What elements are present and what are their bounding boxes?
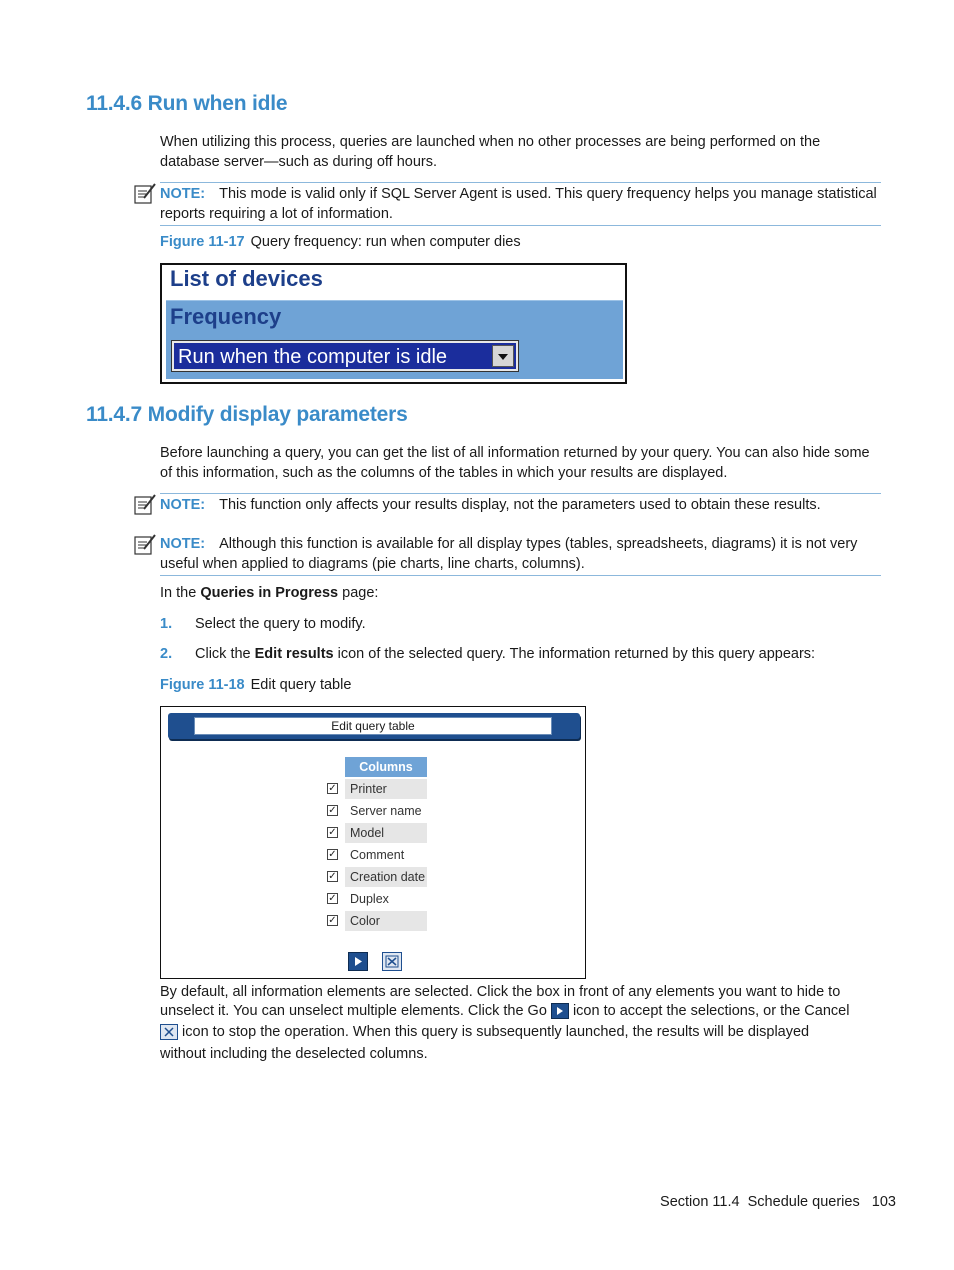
column-name: Duplex	[350, 892, 389, 906]
note-text: This function only affects your results display, not the parameters used to obtain these results.	[219, 497, 821, 513]
frequency-select-value: Run when the computer is idle	[178, 346, 448, 368]
after-figure-text-line1: By default, all information elements are selected. Click the box in front of any elements you want to hide to	[160, 984, 841, 1000]
figure-caption-text: Query frequency: run when computer dies	[250, 234, 521, 250]
line3-text: icon to stop the operation. When this query is subsequently launched, the results will be displayed	[182, 1024, 810, 1040]
note-diagrams	[160, 533, 881, 576]
column-row	[327, 867, 427, 887]
after-figure-text-line3	[160, 1022, 809, 1042]
frequency-select[interactable]	[172, 341, 518, 371]
go-icon	[551, 1003, 569, 1019]
note-label: NOTE:	[160, 536, 206, 552]
column-row	[327, 779, 427, 799]
footer-title: Schedule queries	[747, 1194, 860, 1210]
step-bold: Edit results	[254, 646, 334, 662]
go-button[interactable]	[348, 952, 368, 971]
column-row	[327, 911, 427, 931]
close-icon	[383, 953, 401, 970]
figure-11-17-caption	[160, 232, 521, 252]
page-number: 103	[871, 1194, 896, 1210]
note-label: NOTE:	[160, 186, 206, 202]
play-icon	[349, 953, 367, 970]
page-footer	[660, 1192, 896, 1212]
note-icon	[134, 534, 158, 556]
line2-part-a: unselect it. You can unselect multiple elements. Click the Go	[160, 1003, 547, 1019]
note-label: NOTE:	[160, 497, 206, 513]
edit-query-titlebar	[168, 713, 580, 739]
column-checkbox[interactable]: ✓	[328, 849, 337, 860]
run-when-idle-paragraph: When utilizing this process, queries are launched when no other processes are being performed on the database server—such as during off hours.	[160, 134, 821, 170]
footer-section: Section 11.4	[660, 1194, 740, 1210]
note-text: Although this function is available for all display types (tables, spreadsheets, diagrams) it is not very useful when applied to diagrams (pie charts, line charts, columns).	[160, 536, 858, 572]
cancel-icon	[160, 1024, 178, 1040]
note-icon	[134, 183, 158, 205]
after-figure-text-line4: without including the deselected columns.	[160, 1046, 428, 1062]
step-prefix: Click the	[195, 646, 255, 662]
column-checkbox[interactable]: ✓	[328, 827, 337, 838]
column-name: Creation date	[345, 867, 427, 887]
figure-query-frequency	[160, 263, 627, 384]
column-row	[327, 823, 427, 843]
frequency-label: Frequency	[170, 304, 282, 329]
note-text: This mode is valid only if SQL Server Agent is used. This query frequency helps you manage statistical reports requiring a lot of information.	[160, 186, 877, 222]
chevron-down-icon	[493, 346, 513, 366]
column-row	[327, 801, 427, 821]
figure-number: Figure 11-17	[160, 234, 245, 250]
edit-query-title: Edit query table	[194, 717, 552, 735]
section-heading-run-when-idle: 11.4.6 Run when idle	[86, 92, 288, 115]
intro-bold: Queries in Progress	[200, 585, 339, 601]
line2-part-b: icon to accept the selections, or the Cancel	[572, 1003, 850, 1019]
column-name: Server name	[350, 804, 422, 818]
cancel-button[interactable]	[382, 952, 402, 971]
column-checkbox[interactable]: ✓	[328, 893, 337, 904]
intro-prefix: In the	[160, 585, 201, 601]
column-name: Model	[345, 823, 427, 843]
column-checkbox[interactable]: ✓	[328, 915, 337, 926]
column-name: Color	[345, 911, 427, 931]
intro-suffix: page:	[338, 585, 379, 601]
note-icon	[134, 494, 158, 516]
note-sql-agent	[160, 182, 881, 226]
step-number: 1.	[160, 616, 173, 632]
column-checkbox[interactable]: ✓	[328, 805, 337, 816]
figure-11-18-caption	[160, 675, 351, 695]
modify-display-paragraph: Before launching a query, you can get the list of all information returned by your query. You can also hide some of this information, such as the columns of the tables in which your results are displayed.	[160, 445, 870, 481]
section-heading-modify-display: 11.4.7 Modify display parameters	[86, 403, 408, 426]
step-number: 2.	[160, 646, 173, 662]
step-text: Select the query to modify.	[195, 616, 366, 632]
frequency-panel	[166, 300, 623, 379]
step-text	[195, 644, 815, 664]
column-row	[327, 889, 427, 909]
columns-header: Columns	[345, 757, 427, 777]
list-of-devices-title: List of devices	[170, 266, 323, 291]
queries-in-progress-intro	[160, 583, 880, 603]
after-figure-text-line2	[160, 1001, 849, 1021]
step-suffix: icon of the selected query. The information returned by this query appears:	[333, 646, 816, 662]
figure-edit-query-table	[160, 706, 586, 979]
column-name: Comment	[350, 848, 405, 862]
column-row	[327, 845, 427, 865]
figure-caption-text: Edit query table	[250, 677, 352, 693]
note-results-display	[160, 493, 881, 516]
column-checkbox[interactable]: ✓	[328, 871, 337, 882]
dropdown-button[interactable]	[492, 345, 514, 367]
column-name: Printer	[345, 779, 427, 799]
column-checkbox[interactable]: ✓	[328, 783, 337, 794]
figure-number: Figure 11-18	[160, 677, 245, 693]
